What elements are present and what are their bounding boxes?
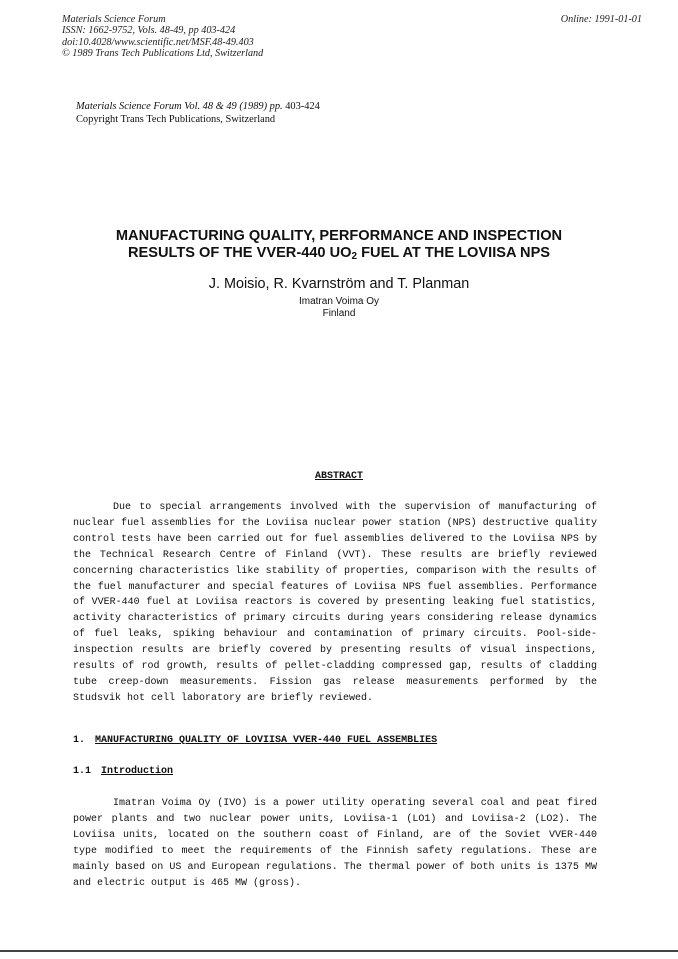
journal-reference: [76, 101, 320, 126]
title-line-1: MANUFACTURING QUALITY, PERFORMANCE AND INSPECTION: [115, 228, 563, 244]
authors: J. Moisio, R. Kvarnström and T. Planman: [208, 276, 470, 292]
journal-copyright: Copyright Trans Tech Publications, Switzerland: [76, 113, 276, 125]
online-doi: doi:10.4028/www.scientific.net/MSF.48-49.403: [62, 36, 254, 48]
abstract-text: Due to special arrangements involved with the supervision of manufacturing of nuclear fuel assemblies for the Loviisa nuclear power station (NPS) destructive quality control tests have been carried out for fuel assemblies delivered to the Loviisa NPS by the Technical Research Centre of Finland (VVT). These results are briefly reviewed concerning characteristics like stability of properties, comparison with the results of the fuel manufacturer and special features of Loviisa NPS fuel assemblies. Performance of VVER-440 fuel at Loviisa reactors is covered by presenting leaking fuel statistics, activity characteristics of primary circuits during years considering release dynamics of fuel leaks, spiking behaviour and contamination of primary circuits. Pool-side-inspection results are briefly covered by presenting results of visual inspections, results of rod growth, results of pellet-cladding compressed gap, results of cladding tube creep-down measurements. Fission gas release measurements performed by the Studsvik hot cell laboratory are briefly reviewed.: [73, 502, 597, 704]
journal-ref-pages: 403-424: [282, 101, 320, 112]
bottom-rule: [0, 950, 678, 952]
title-line-2: RESULTS OF THE VVER-440 $UO_2$ FUEL AT THE LOVIISA NPS: [127, 244, 551, 262]
section-1-1-heading: [73, 766, 173, 777]
abstract-body: [73, 500, 597, 707]
online-date: Online: 1991-01-01: [560, 14, 642, 25]
section-1-1-number: 1.1: [73, 766, 92, 777]
introduction-body: [73, 796, 597, 891]
affiliation-org: Imatran Voima Oy: [298, 296, 380, 307]
online-publication-info: [62, 14, 263, 60]
section-1-title: MANUFACTURING QUALITY OF LOVIISA VVER-440 FUEL ASSEMBLIES: [95, 735, 438, 746]
online-issn: ISSN: 1662-9752, Vols. 48-49, pp 403-424: [62, 25, 236, 37]
online-journal-name: Materials Science Forum: [62, 14, 166, 25]
affiliation-country: Finland: [322, 308, 356, 319]
introduction-text: Imatran Voima Oy (IVO) is a power utility operating several coal and peat fired power plants and two nuclear power units, Loviisa-1 (LO1) and Loviisa-2 (LO2). The Loviisa units, located on the southern coast of Finland, are of the Soviet VVER-440 type modified to meet the requirements of the Finnish safety regulations. These are mainly based on US and European regulations. The thermal power of both units is 1375 MW and electric output is 465 MW (gross).: [73, 798, 597, 889]
paper-title: [60, 228, 618, 265]
affiliation: [60, 296, 618, 320]
journal-ref-italic: Materials Science Forum Vol. 48 & 49 (1989) pp.: [76, 101, 283, 112]
section-1-1-title: Introduction: [101, 766, 174, 777]
online-copyright: © 1989 Trans Tech Publications Ltd, Switzerland: [62, 48, 264, 60]
abstract-heading: ABSTRACT: [314, 471, 363, 482]
section-1-heading: [73, 735, 437, 746]
section-1-number: 1.: [73, 735, 86, 746]
